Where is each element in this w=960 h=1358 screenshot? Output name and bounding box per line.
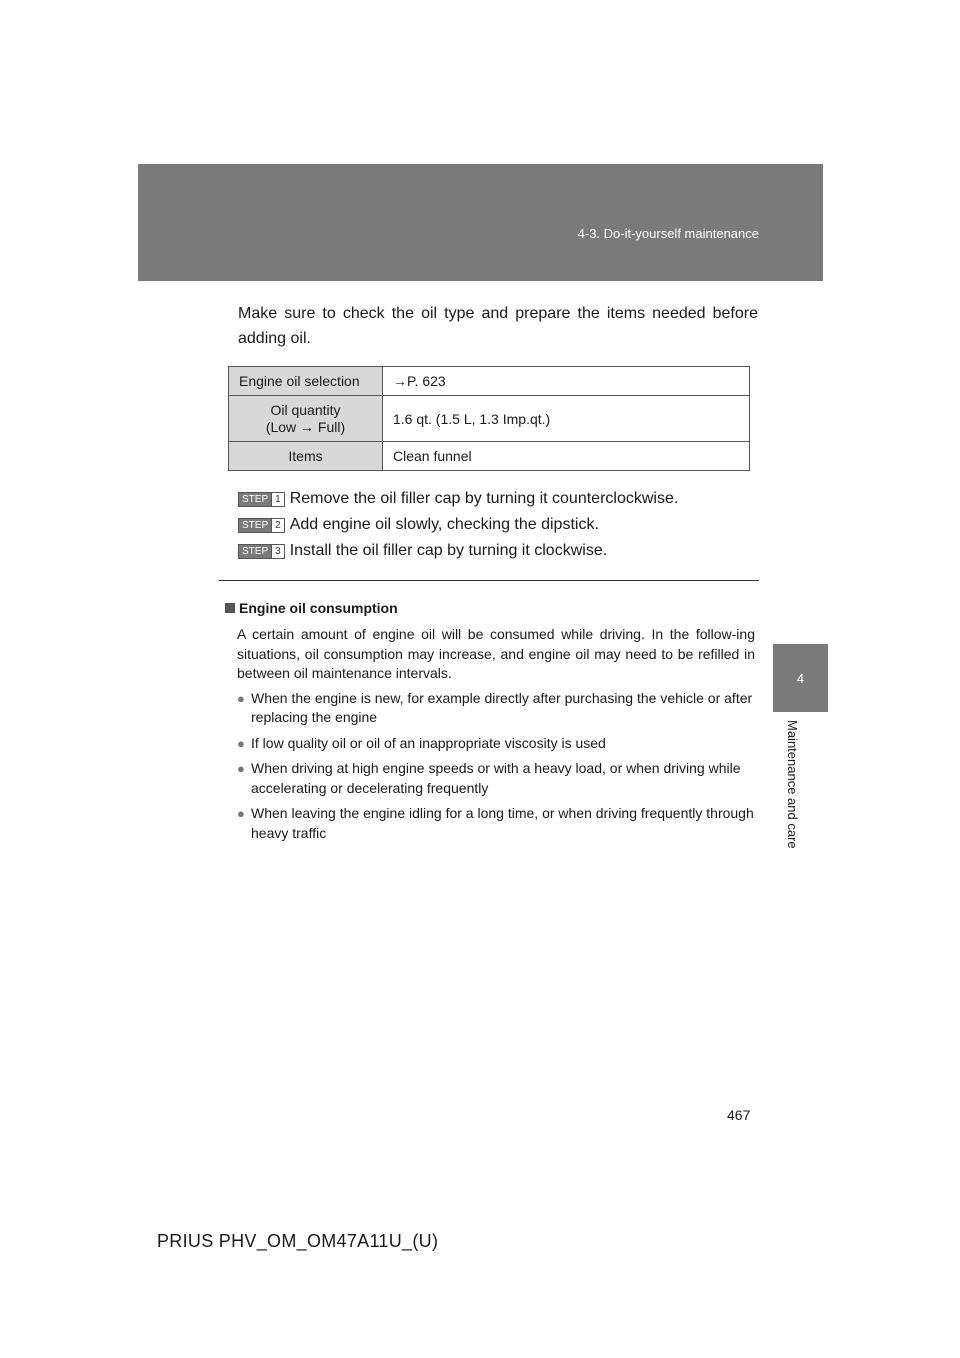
step-badge-word: STEP [239, 545, 271, 558]
chapter-number: 4 [796, 670, 805, 686]
section-label: 4-3. Do-it-yourself maintenance [577, 226, 759, 241]
step-text: Install the oil filler cap by turning it clockwise. [289, 542, 608, 559]
chapter-label: Maintenance and care [785, 720, 800, 849]
document-id: PRIUS PHV_OM_OM47A11U_(U) [157, 1231, 439, 1251]
spec-key: Items [229, 442, 383, 471]
bullet-text: When leaving the engine idling for a long time, or when driving frequently through heavy traffic [251, 805, 754, 841]
circle-bullet-icon: ● [237, 735, 245, 751]
note-heading [225, 599, 755, 617]
step-badge-word: STEP [239, 519, 271, 532]
circle-bullet-icon: ● [237, 690, 245, 706]
table-row [229, 442, 750, 471]
spec-value: Clean funnel [383, 442, 750, 471]
spec-value: →P. 623 [383, 367, 750, 396]
step-badge-word: STEP [239, 493, 271, 506]
spec-value: 1.6 qt. (1.5 L, 1.3 Imp.qt.) [383, 396, 750, 442]
oil-spec-table [228, 366, 750, 471]
step-badge-number: 2 [271, 519, 284, 532]
chapter-tab [773, 644, 828, 712]
list-item [237, 759, 755, 798]
note-bullet-list [225, 689, 755, 844]
step-text: Remove the oil filler cap by turning it counterclockwise. [289, 490, 679, 507]
circle-bullet-icon: ● [237, 806, 245, 821]
step-item [238, 486, 678, 512]
bullet-text: When driving at high engine speeds or with a heavy load, or when driving while accelerating or decelerating frequently [251, 760, 741, 796]
page-number: 467 [727, 1107, 751, 1123]
step-badge-number: 3 [271, 545, 284, 558]
square-bullet-icon [225, 603, 235, 613]
notes-section [225, 599, 755, 849]
section-divider [219, 580, 759, 581]
spec-key-line: Oil quantity [270, 401, 341, 418]
list-item [237, 689, 755, 728]
step-badge [238, 544, 285, 559]
step-badge [238, 518, 285, 533]
note-title-text: Engine oil consumption [239, 600, 398, 616]
table-row [229, 367, 750, 396]
step-item [238, 512, 678, 538]
spec-key-line: (Low → Full) [265, 418, 346, 435]
note-body: A certain amount of engine oil will be consumed while driving. In the follow-ing situations, oil consumption may increase, and engine oil may need to be refilled in between oil maintenance intervals. [237, 626, 755, 681]
list-item [237, 734, 755, 754]
header-band [138, 164, 823, 281]
step-badge-number: 1 [271, 493, 284, 506]
list-item [237, 804, 755, 843]
step-list [238, 486, 678, 564]
step-badge [238, 492, 285, 507]
circle-bullet-icon: ● [237, 761, 245, 776]
spec-key: Engine oil selection [229, 367, 383, 396]
step-item [238, 538, 678, 564]
intro-text: Make sure to check the oil type and prepare the items needed before adding oil. [238, 305, 758, 347]
spec-key [229, 396, 383, 442]
bullet-text: If low quality oil or oil of an inappropriate viscosity is used [251, 734, 606, 751]
step-text: Add engine oil slowly, checking the dipstick. [289, 516, 599, 533]
table-row [229, 396, 750, 442]
bullet-text: When the engine is new, for example directly after purchasing the vehicle or after replacing the engine [251, 689, 753, 725]
